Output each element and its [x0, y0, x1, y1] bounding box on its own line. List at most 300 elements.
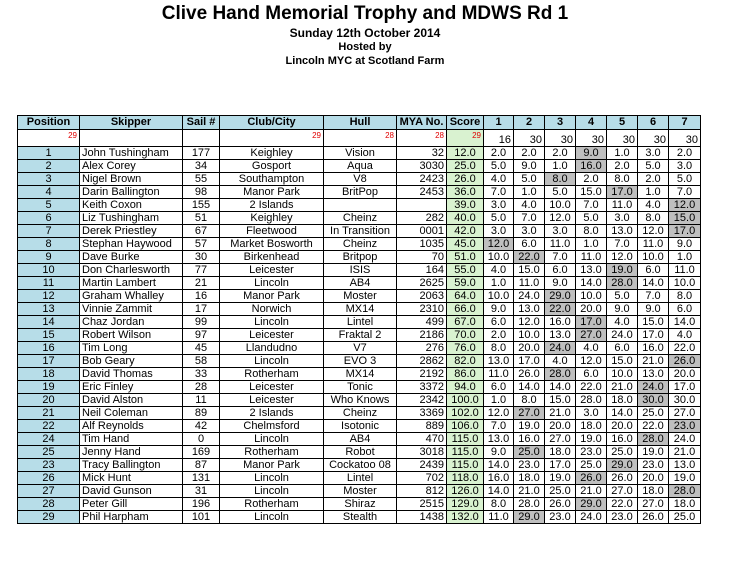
row-race-6: 20.0: [638, 472, 669, 485]
row-race-7: 10.0: [669, 277, 701, 290]
row-race-2: 14.0: [514, 381, 545, 394]
count-race-4: 30: [576, 130, 607, 147]
table-row: [18, 485, 701, 498]
row-race-3: 26.0: [545, 498, 576, 511]
col-header-race-5: 5: [607, 116, 638, 130]
row-race-2: 27.0: [514, 407, 545, 420]
hosted-label: Hosted by: [338, 41, 392, 53]
row-race-4: 21.0: [576, 485, 607, 498]
row-race-1: 5.0: [484, 160, 514, 173]
row-race-2: 15.0: [514, 264, 545, 277]
row-hull: Cockatoo 08: [324, 459, 397, 472]
row-race-3: 20.0: [545, 420, 576, 433]
count-row: [18, 130, 701, 147]
row-race-4: 16.0: [576, 160, 607, 173]
col-header-hull: Hull: [324, 116, 397, 130]
row-race-7: 6.0: [669, 303, 701, 316]
table-row: [18, 459, 701, 472]
row-race-6: 23.0: [638, 459, 669, 472]
row-race-2: 1.0: [514, 186, 545, 199]
row-score: 45.0: [447, 238, 484, 251]
row-position: 5: [18, 199, 80, 212]
row-position: 8: [18, 238, 80, 251]
row-hull: Cheinz: [324, 212, 397, 225]
row-mya-number: 2310: [397, 303, 447, 316]
row-position: 2: [18, 160, 80, 173]
row-club: Lincoln: [220, 472, 324, 485]
count-race-3: 30: [545, 130, 576, 147]
row-race-4: 18.0: [576, 420, 607, 433]
row-race-3: 18.0: [545, 446, 576, 459]
row-score: 115.0: [447, 433, 484, 446]
row-club: Leicester: [220, 381, 324, 394]
row-position: 11: [18, 277, 80, 290]
row-race-2: 7.0: [514, 212, 545, 225]
row-race-6: 15.0: [638, 316, 669, 329]
table-row: [18, 290, 701, 303]
row-race-3: 13.0: [545, 329, 576, 342]
row-score: 76.0: [447, 342, 484, 355]
row-race-6: 30.0: [638, 394, 669, 407]
row-race-1: 1.0: [484, 394, 514, 407]
row-mya-number: 2342: [397, 394, 447, 407]
row-race-3: 10.0: [545, 199, 576, 212]
row-score: 129.0: [447, 498, 484, 511]
row-race-4: 25.0: [576, 459, 607, 472]
row-race-6: 9.0: [638, 303, 669, 316]
row-race-5: 12.0: [607, 251, 638, 264]
row-position: 27: [18, 485, 80, 498]
row-race-5: 29.0: [607, 459, 638, 472]
count-race-7: 30: [669, 130, 701, 147]
row-race-1: 1.0: [484, 277, 514, 290]
col-header-mya: MYA No.: [397, 116, 447, 130]
row-race-1: 12.0: [484, 407, 514, 420]
row-race-3: 27.0: [545, 433, 576, 446]
row-race-1: 7.0: [484, 186, 514, 199]
row-mya-number: 2186: [397, 329, 447, 342]
row-race-3: 7.0: [545, 251, 576, 264]
row-hull: AB4: [324, 277, 397, 290]
col-header-club: Club/City: [220, 116, 324, 130]
row-race-3: 6.0: [545, 264, 576, 277]
count-score: 29: [447, 130, 484, 147]
row-race-7: 1.0: [669, 251, 701, 264]
row-race-7: 13.0: [669, 459, 701, 472]
row-mya-number: 2063: [397, 290, 447, 303]
row-sail-number: 101: [183, 511, 220, 524]
row-hull: Britpop: [324, 251, 397, 264]
col-header-race-7: 7: [669, 116, 701, 130]
row-race-1: 10.0: [484, 290, 514, 303]
row-hull: Moster: [324, 485, 397, 498]
row-race-4: 14.0: [576, 277, 607, 290]
row-score: 126.0: [447, 485, 484, 498]
row-race-6: 17.0: [638, 329, 669, 342]
row-race-5: 26.0: [607, 472, 638, 485]
row-position: 14: [18, 316, 80, 329]
row-race-7: 11.0: [669, 264, 701, 277]
row-sail-number: 51: [183, 212, 220, 225]
row-position: 15: [18, 329, 80, 342]
row-race-6: 3.0: [638, 147, 669, 160]
row-club: Lincoln: [220, 316, 324, 329]
row-skipper: Darin Ballington: [80, 186, 183, 199]
row-sail-number: 196: [183, 498, 220, 511]
row-mya-number: 2439: [397, 459, 447, 472]
row-race-4: 11.0: [576, 251, 607, 264]
row-sail-number: 33: [183, 368, 220, 381]
row-race-3: 9.0: [545, 277, 576, 290]
row-score: 42.0: [447, 225, 484, 238]
row-position: 18: [18, 368, 80, 381]
row-sail-number: 45: [183, 342, 220, 355]
row-race-3: 1.0: [545, 160, 576, 173]
row-race-4: 13.0: [576, 264, 607, 277]
row-race-5: 2.0: [607, 160, 638, 173]
row-score: 115.0: [447, 459, 484, 472]
row-race-1: 16.0: [484, 472, 514, 485]
row-score: 94.0: [447, 381, 484, 394]
row-race-7: 17.0: [669, 381, 701, 394]
row-race-5: 5.0: [607, 290, 638, 303]
row-skipper: David Thomas: [80, 368, 183, 381]
row-score: 36.0: [447, 186, 484, 199]
row-hull: V7: [324, 342, 397, 355]
row-race-1: 11.0: [484, 368, 514, 381]
row-position: 17: [18, 355, 80, 368]
row-hull: Tonic: [324, 381, 397, 394]
row-race-5: 4.0: [607, 316, 638, 329]
row-race-6: 22.0: [638, 420, 669, 433]
row-race-5: 8.0: [607, 173, 638, 186]
row-race-2: 29.0: [514, 511, 545, 524]
row-race-1: 3.0: [484, 199, 514, 212]
count-race-1: 16: [484, 130, 514, 147]
row-skipper: Tim Long: [80, 342, 183, 355]
row-skipper: Jenny Hand: [80, 446, 183, 459]
row-club: Leicester: [220, 264, 324, 277]
row-position: 24: [18, 433, 80, 446]
row-race-3: 5.0: [545, 186, 576, 199]
table-row: [18, 433, 701, 446]
row-race-2: 4.0: [514, 199, 545, 212]
row-hull: ISIS: [324, 264, 397, 277]
row-race-4: 20.0: [576, 303, 607, 316]
row-race-5: 16.0: [607, 433, 638, 446]
row-position: 13: [18, 303, 80, 316]
table-row: [18, 472, 701, 485]
row-mya-number: 164: [397, 264, 447, 277]
row-race-4: 7.0: [576, 199, 607, 212]
row-race-6: 12.0: [638, 225, 669, 238]
row-score: 106.0: [447, 420, 484, 433]
row-race-2: 18.0: [514, 472, 545, 485]
row-race-1: 11.0: [484, 511, 514, 524]
table-row: [18, 355, 701, 368]
row-club: Gosport: [220, 160, 324, 173]
row-position: 21: [18, 407, 80, 420]
row-race-4: 26.0: [576, 472, 607, 485]
row-position: 12: [18, 290, 80, 303]
row-sail-number: 55: [183, 173, 220, 186]
row-race-3: 19.0: [545, 472, 576, 485]
row-race-2: 11.0: [514, 277, 545, 290]
row-race-4: 3.0: [576, 407, 607, 420]
row-club: Lincoln: [220, 511, 324, 524]
row-race-1: 12.0: [484, 238, 514, 251]
row-race-6: 1.0: [638, 186, 669, 199]
row-race-6: 13.0: [638, 368, 669, 381]
table-row: [18, 277, 701, 290]
row-skipper: Bob Geary: [80, 355, 183, 368]
row-race-7: 17.0: [669, 225, 701, 238]
row-race-6: 16.0: [638, 342, 669, 355]
row-sail-number: 131: [183, 472, 220, 485]
row-race-6: 25.0: [638, 407, 669, 420]
page-title: Clive Hand Memorial Trophy and MDWS Rd 1: [161, 3, 569, 24]
row-skipper: Stephan Haywood: [80, 238, 183, 251]
col-header-race-2: 2: [514, 116, 545, 130]
row-race-3: 14.0: [545, 381, 576, 394]
row-race-2: 19.0: [514, 420, 545, 433]
row-mya-number: 1035: [397, 238, 447, 251]
row-club: Chelmsford: [220, 420, 324, 433]
row-race-1: 9.0: [484, 303, 514, 316]
row-skipper: Nigel Brown: [80, 173, 183, 186]
row-club: Lincoln: [220, 277, 324, 290]
row-position: 3: [18, 173, 80, 186]
row-race-4: 28.0: [576, 394, 607, 407]
row-hull: Cheinz: [324, 238, 397, 251]
row-race-5: 14.0: [607, 407, 638, 420]
row-position: 1: [18, 147, 80, 160]
row-race-4: 15.0: [576, 186, 607, 199]
row-race-6: 19.0: [638, 446, 669, 459]
row-race-5: 21.0: [607, 381, 638, 394]
row-race-1: 13.0: [484, 433, 514, 446]
row-race-5: 25.0: [607, 446, 638, 459]
row-skipper: Neil Coleman: [80, 407, 183, 420]
row-race-2: 6.0: [514, 238, 545, 251]
row-club: Manor Park: [220, 290, 324, 303]
row-hull: Who Knows: [324, 394, 397, 407]
row-position: 6: [18, 212, 80, 225]
row-position: 19: [18, 381, 80, 394]
row-position: 7: [18, 225, 80, 238]
row-skipper: Alf Reynolds: [80, 420, 183, 433]
row-club: Rotherham: [220, 368, 324, 381]
row-mya-number: 70: [397, 251, 447, 264]
table-row: [18, 381, 701, 394]
row-race-5: 17.0: [607, 186, 638, 199]
row-score: 12.0: [447, 147, 484, 160]
row-race-7: 19.0: [669, 472, 701, 485]
row-race-2: 21.0: [514, 485, 545, 498]
row-race-3: 21.0: [545, 407, 576, 420]
row-race-6: 7.0: [638, 290, 669, 303]
table-row: [18, 511, 701, 524]
row-club: Market Bosworth: [220, 238, 324, 251]
row-race-4: 29.0: [576, 498, 607, 511]
event-date: Sunday 12th October 2014: [289, 26, 441, 40]
row-mya-number: 470: [397, 433, 447, 446]
row-hull: Moster: [324, 290, 397, 303]
count-hull: 28: [324, 130, 397, 147]
row-position: 20: [18, 394, 80, 407]
row-club: Manor Park: [220, 186, 324, 199]
row-mya-number: 32: [397, 147, 447, 160]
row-score: 39.0: [447, 199, 484, 212]
count-mya: 28: [397, 130, 447, 147]
row-position: 16: [18, 342, 80, 355]
row-mya-number: [397, 199, 447, 212]
row-hull: Lintel: [324, 316, 397, 329]
row-race-4: 27.0: [576, 329, 607, 342]
row-sail-number: 99: [183, 316, 220, 329]
row-race-6: 24.0: [638, 381, 669, 394]
row-race-6: 2.0: [638, 173, 669, 186]
row-race-4: 6.0: [576, 368, 607, 381]
row-skipper: Peter Gill: [80, 498, 183, 511]
row-race-3: 16.0: [545, 316, 576, 329]
row-hull: Vision: [324, 147, 397, 160]
row-race-2: 24.0: [514, 290, 545, 303]
col-header-race-1: 1: [484, 116, 514, 130]
row-hull: Robot: [324, 446, 397, 459]
row-race-3: 17.0: [545, 459, 576, 472]
row-sail-number: 11: [183, 394, 220, 407]
row-club: Norwich: [220, 303, 324, 316]
row-race-4: 8.0: [576, 225, 607, 238]
row-race-7: 8.0: [669, 290, 701, 303]
row-score: 118.0: [447, 472, 484, 485]
row-position: 9: [18, 251, 80, 264]
row-race-2: 9.0: [514, 160, 545, 173]
table-row: [18, 225, 701, 238]
row-race-2: 2.0: [514, 147, 545, 160]
row-race-6: 18.0: [638, 485, 669, 498]
row-skipper: Dave Burke: [80, 251, 183, 264]
row-mya-number: 3030: [397, 160, 447, 173]
row-score: 25.0: [447, 160, 484, 173]
count-sail-empty: [183, 130, 220, 147]
col-header-race-3: 3: [545, 116, 576, 130]
row-hull: Cheinz: [324, 407, 397, 420]
row-race-4: 5.0: [576, 212, 607, 225]
row-race-6: 10.0: [638, 251, 669, 264]
row-skipper: Tracy Ballington: [80, 459, 183, 472]
row-race-6: 26.0: [638, 511, 669, 524]
row-race-6: 8.0: [638, 212, 669, 225]
column-header-row: [18, 116, 701, 130]
row-club: Llandudno: [220, 342, 324, 355]
row-skipper: Tim Hand: [80, 433, 183, 446]
row-skipper: Liz Tushingham: [80, 212, 183, 225]
row-race-4: 4.0: [576, 342, 607, 355]
row-race-1: 6.0: [484, 381, 514, 394]
table-row: [18, 420, 701, 433]
row-hull: Lintel: [324, 472, 397, 485]
row-race-4: 19.0: [576, 433, 607, 446]
row-skipper: Phil Harpham: [80, 511, 183, 524]
row-race-2: 22.0: [514, 251, 545, 264]
row-race-1: 4.0: [484, 264, 514, 277]
row-race-1: 14.0: [484, 459, 514, 472]
row-race-2: 20.0: [514, 342, 545, 355]
row-mya-number: 3372: [397, 381, 447, 394]
row-score: 40.0: [447, 212, 484, 225]
row-skipper: David Alston: [80, 394, 183, 407]
row-race-7: 9.0: [669, 238, 701, 251]
row-race-4: 24.0: [576, 511, 607, 524]
table-row: [18, 407, 701, 420]
row-score: 86.0: [447, 368, 484, 381]
row-sail-number: 97: [183, 329, 220, 342]
row-race-3: 8.0: [545, 173, 576, 186]
row-sail-number: 31: [183, 485, 220, 498]
row-race-7: 25.0: [669, 511, 701, 524]
row-race-7: 20.0: [669, 368, 701, 381]
row-race-5: 1.0: [607, 147, 638, 160]
row-race-1: 10.0: [484, 251, 514, 264]
row-club: Southampton: [220, 173, 324, 186]
row-race-7: 12.0: [669, 199, 701, 212]
row-race-3: 4.0: [545, 355, 576, 368]
row-skipper: Keith Coxon: [80, 199, 183, 212]
row-race-4: 1.0: [576, 238, 607, 251]
row-race-7: 2.0: [669, 147, 701, 160]
row-club: 2 Islands: [220, 407, 324, 420]
row-race-2: 16.0: [514, 433, 545, 446]
row-race-2: 8.0: [514, 394, 545, 407]
row-hull: EVO 3: [324, 355, 397, 368]
row-race-5: 3.0: [607, 212, 638, 225]
count-race-2: 30: [514, 130, 545, 147]
row-skipper: Don Charlesworth: [80, 264, 183, 277]
row-race-5: 27.0: [607, 485, 638, 498]
table-row: [18, 342, 701, 355]
col-header-score: Score: [447, 116, 484, 130]
count-race-6: 30: [638, 130, 669, 147]
row-score: 64.0: [447, 290, 484, 303]
row-race-1: 7.0: [484, 420, 514, 433]
row-sail-number: 177: [183, 147, 220, 160]
row-race-5: 9.0: [607, 303, 638, 316]
row-race-7: 22.0: [669, 342, 701, 355]
col-header-race-4: 4: [576, 116, 607, 130]
row-sail-number: 21: [183, 277, 220, 290]
row-skipper: Derek Priestley: [80, 225, 183, 238]
row-race-1: 9.0: [484, 446, 514, 459]
row-race-7: 27.0: [669, 407, 701, 420]
row-skipper: Alex Corey: [80, 160, 183, 173]
row-race-2: 5.0: [514, 173, 545, 186]
row-position: 25: [18, 446, 80, 459]
row-score: 132.0: [447, 511, 484, 524]
row-race-2: 12.0: [514, 316, 545, 329]
row-mya-number: 2453: [397, 186, 447, 199]
row-race-2: 13.0: [514, 303, 545, 316]
row-sail-number: 57: [183, 238, 220, 251]
row-skipper: John Tushingham: [80, 147, 183, 160]
row-club: Rotherham: [220, 446, 324, 459]
row-race-7: 3.0: [669, 160, 701, 173]
row-mya-number: 2423: [397, 173, 447, 186]
row-skipper: David Gunson: [80, 485, 183, 498]
row-race-7: 21.0: [669, 446, 701, 459]
row-race-1: 2.0: [484, 329, 514, 342]
